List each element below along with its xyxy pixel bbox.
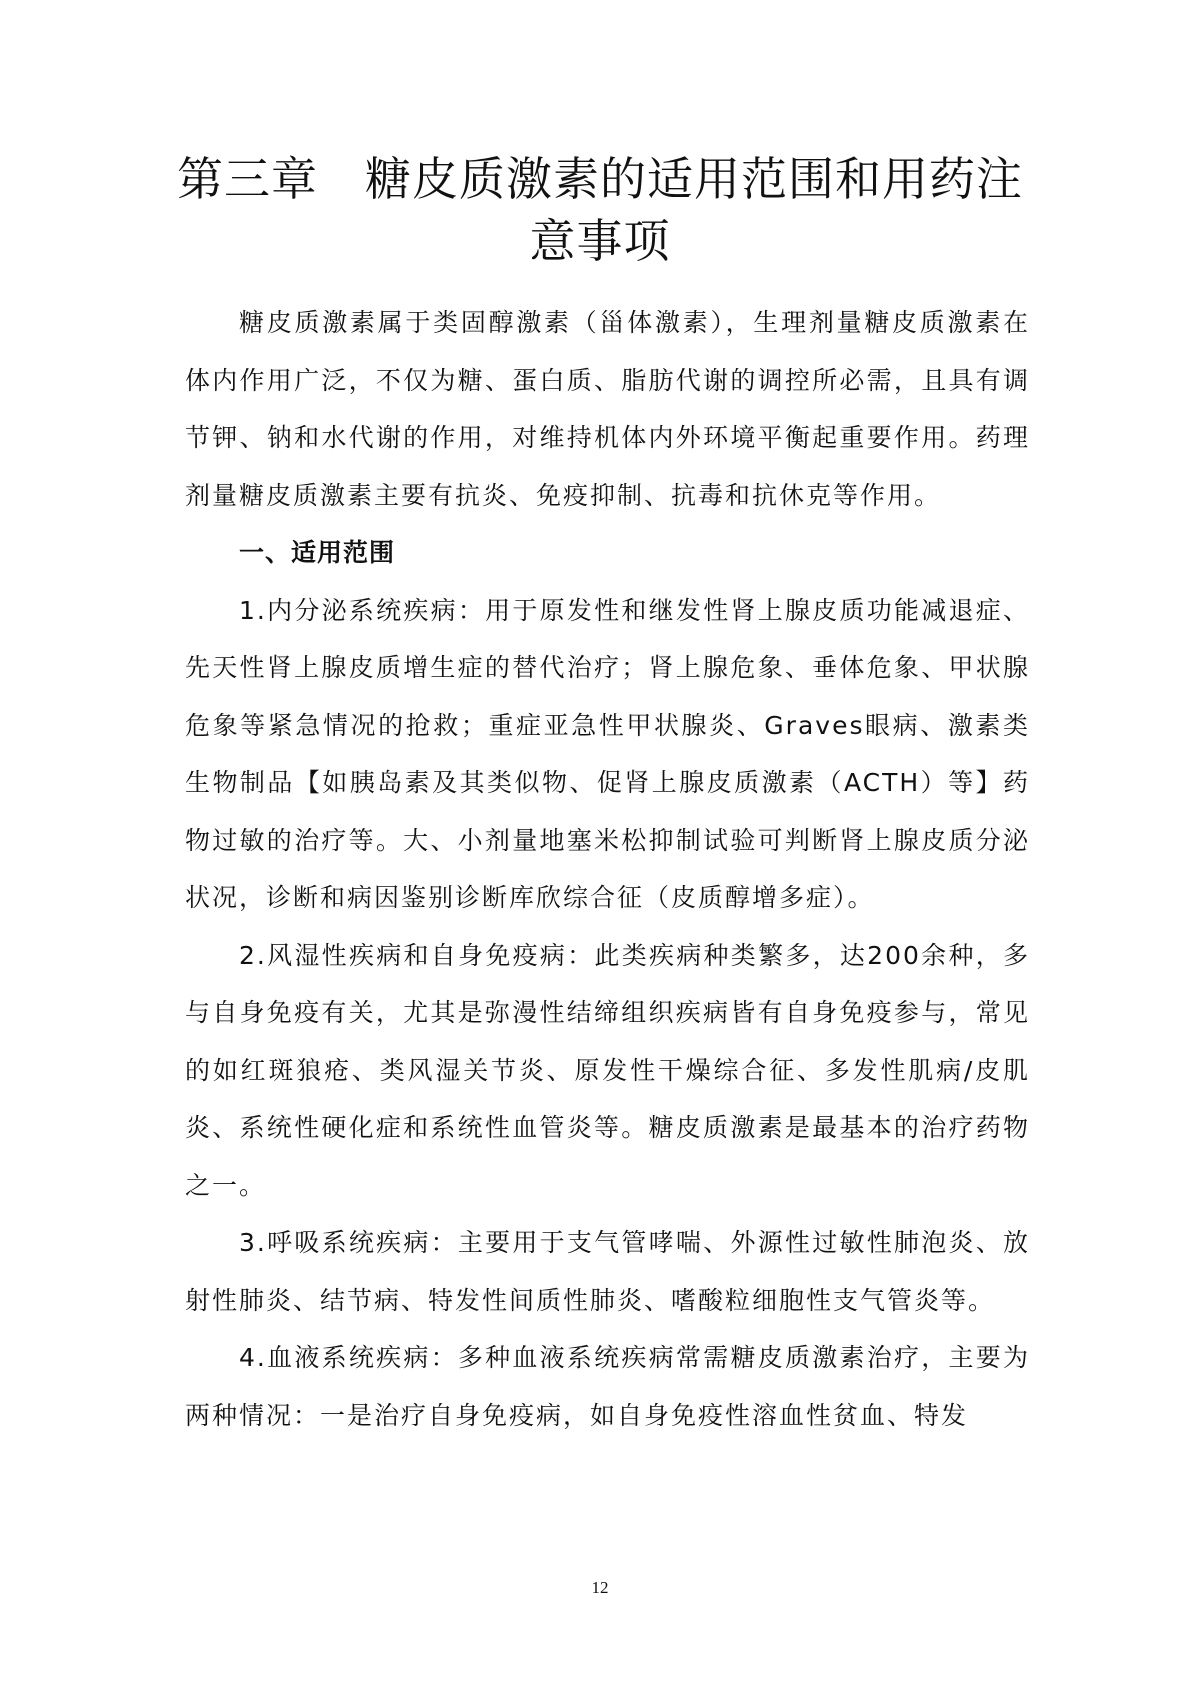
chapter-title-line-1: 第三章 糖皮质激素的适用范围和用药注 — [177, 152, 1023, 206]
chapter-title — [150, 148, 1050, 272]
page-number: 12 — [591, 1578, 609, 1597]
item-paragraph-1: 1.内分泌系统疾病：用于原发性和继发性肾上腺皮质功能减退症、先天性肾上腺皮质增生症的替代治疗；肾上腺危象、垂体危象、甲状腺危象等紧急情况的抢救；重症亚急性甲状腺炎、Graves眼病、激素类生物制品【如胰岛素及其类似物、促肾上腺皮质激素（ACTH）等】药物过敏的治疗等。大、小剂量地塞米松抑制试验可判断肾上腺皮质分泌状况，诊断和病因鉴别诊断库欣综合征（皮质醇增多症）。 — [185, 595, 1030, 912]
item-paragraph-4: 4.血液系统疾病：多种血液系统疾病常需糖皮质激素治疗，主要为两种情况：一是治疗自身免疫病，如自身免疫性溶血性贫血、特发 — [185, 1343, 1030, 1430]
body-text — [185, 294, 1030, 1444]
section-heading: 一、适用范围 — [239, 538, 396, 567]
item-paragraph-2: 2.风湿性疾病和自身免疫病：此类疾病种类繁多，达200余种，多与自身免疫有关，尤其是弥漫性结缔组织疾病皆有自身免疫参与，常见的如红斑狼疮、类风湿关节炎、原发性干燥综合征、多发性肌病/皮肌炎、系统性硬化症和系统性血管炎等。糖皮质激素是最基本的治疗药物之一。 — [185, 940, 1030, 1200]
intro-paragraph: 糖皮质激素属于类固醇激素（甾体激素），生理剂量糖皮质激素在体内作用广泛，不仅为糖、蛋白质、脂肪代谢的调控所必需，且具有调节钾、钠和水代谢的作用，对维持机体内外环境平衡起重要作用。药理剂量糖皮质激素主要有抗炎、免疫抑制、抗毒和抗休克等作用。 — [185, 308, 1030, 510]
chapter-title-line-2: 意事项 — [529, 214, 671, 268]
item-paragraph-3: 3.呼吸系统疾病：主要用于支气管哮喘、外源性过敏性肺泡炎、放射性肺炎、结节病、特发性间质性肺炎、嗜酸粒细胞性支气管炎等。 — [185, 1228, 1030, 1315]
